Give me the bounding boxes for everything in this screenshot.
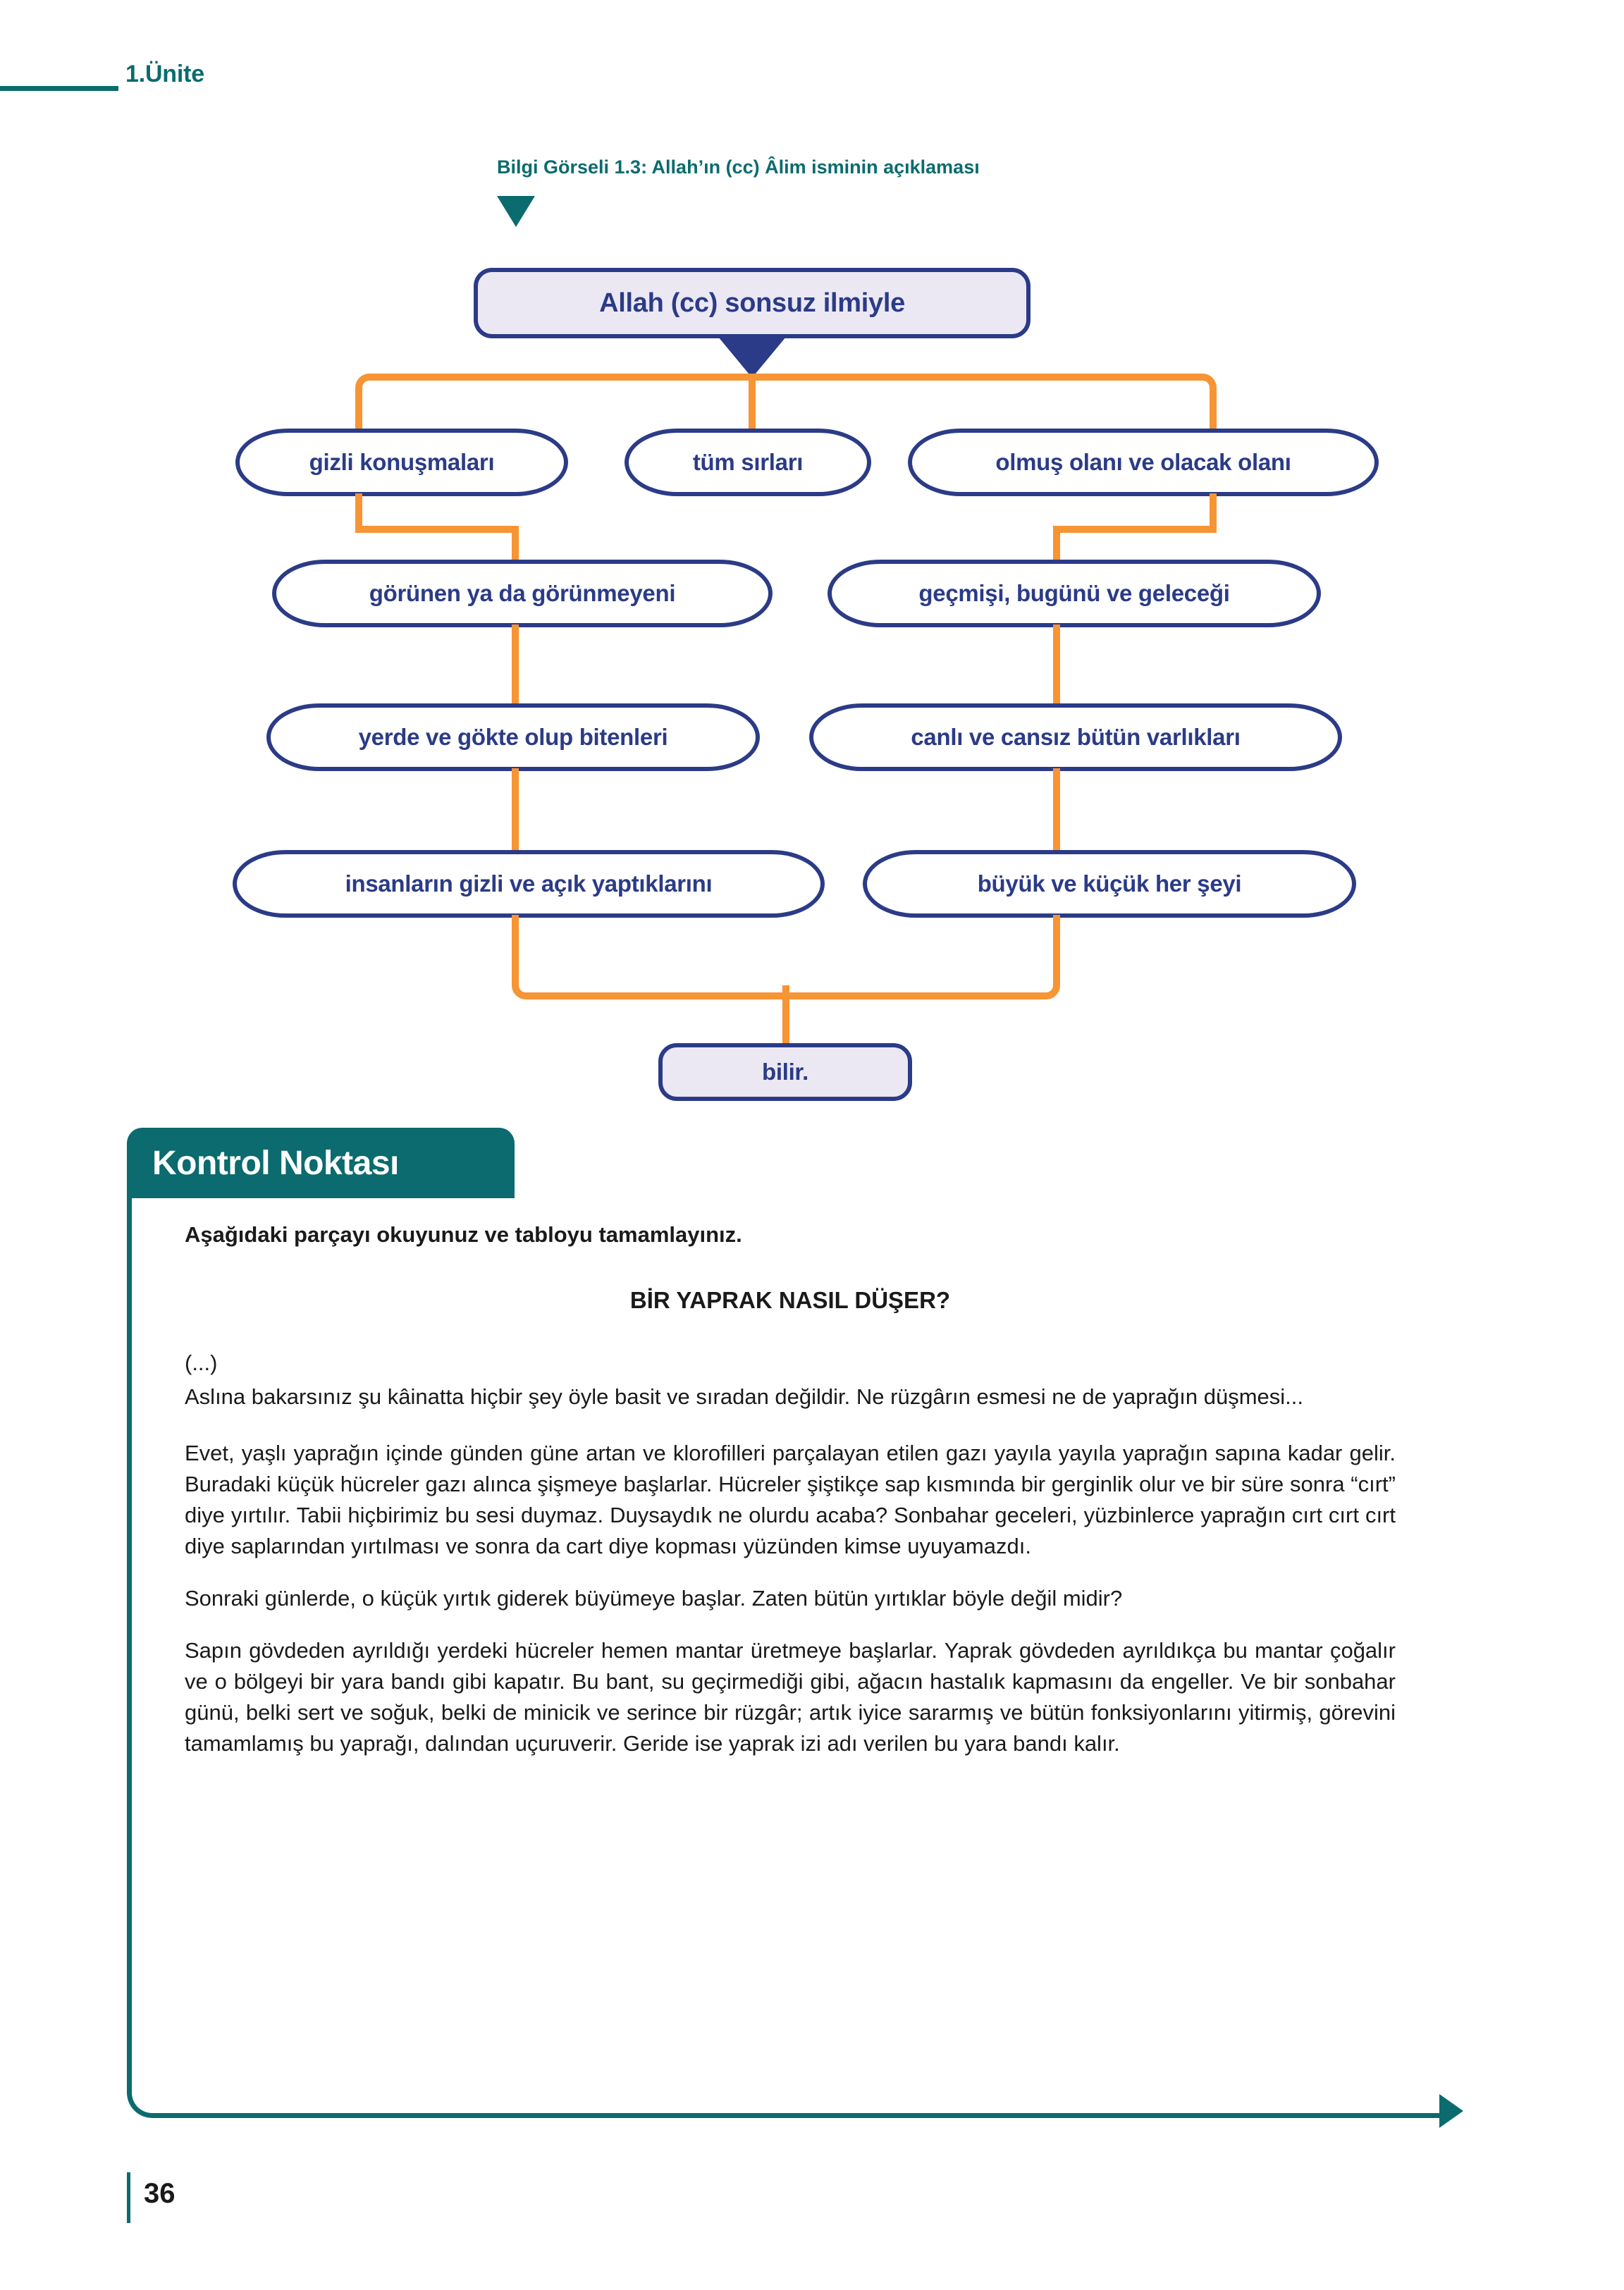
story-paragraph-3: Sonraki günlerde, o küçük yırtık giderek büyümeye başlar. Zaten bütün yırtıklar böyle değil midir? [185, 1586, 1123, 1611]
diagram-root-label: Allah (cc) sonsuz ilmiyle [599, 288, 905, 318]
diagram-left-node-3 [233, 850, 825, 918]
diagram-left-label-2: yerde ve gökte olup bitenleri [358, 724, 668, 750]
story-paragraph-1: Aslına bakarsınız şu kâinatta hiçbir şey öyle basit ve sıradan değildir. Ne rüzgârın esmesi ne de yaprağın düşmesi... [185, 1384, 1303, 1410]
connector-conclusion-stem [782, 985, 789, 1047]
connector-step-right-1 [1053, 493, 1217, 533]
root-arrow-icon [718, 337, 786, 378]
arrow-right-icon [1439, 2094, 1463, 2128]
connector-left-3-down [512, 915, 519, 978]
connector-right-2-to-3 [1053, 768, 1060, 851]
connector-left-1-to-2 [512, 624, 519, 705]
story-ellipsis: (...) [185, 1350, 218, 1375]
kontrol-noktasi-tab [127, 1128, 515, 1198]
page-header [0, 61, 1624, 103]
connector-branch-bus [355, 374, 1217, 416]
connector-left-2-to-3 [512, 768, 519, 851]
diagram-right-node-1 [828, 560, 1321, 627]
story-paragraph-2: Evet, yaşlı yaprağın içinde günden güne artan ve klorofilleri parçalayan etilen gazı yayıla yayıla yaprağın sapına kadar gelir. Buradaki küçük hücreler gazı alınca şişmeye başlarlar. Hücreler şiştikçe sap kısmında bir gerginlik olur ve bir süre sonra “cırt” diye yırtılır. Tabii hiçbirimiz bu sesi duymaz. Duysaydık ne olurdu acaba? Sonbahar geceleri, yüzbinlerce yaprağın cırt cırt cırt diye saplarından yırtılması ve sonra da cart diye kopması yüzünden kimse uyuyamazdı. [185, 1441, 1396, 1559]
kontrol-noktasi-label: Kontrol Noktası [152, 1144, 399, 1182]
diagram-right-label-3: büyük ve küçük her şeyi [977, 870, 1242, 897]
header-rule [0, 86, 118, 91]
page-number: 36 [144, 2178, 176, 2209]
story-paragraph-4: Sapın gövdeden ayrıldığı yerdeki hücreler hemen mantar üretmeye başlarlar. Yaprak gövdeden ayrıldıkça bu mantar çoğalır ve o bölgeyi bir yara bandı gibi kapatır. Bu bant, su geçirmediği gibi, ağacın hastalık kapmasını da engeller. Ve bir sonbahar günü, belki sert ve soğuk, belki de minicik ve serince bir rüzgâr; artık iyice sararmış ve bütün fonksiyonlarını yitirmiş, görevini tamamlamış bu yaprağı, dalından uçuruverir. Geride ise yaprak izi adı verilen bu yara bandı kalır. [185, 1638, 1396, 1756]
diagram-left-node-1 [272, 560, 773, 627]
unit-label: 1.Ünite [125, 61, 204, 87]
connector-branch-left-drop [355, 409, 362, 429]
diagram-conclusion-label: bilir. [761, 1059, 809, 1085]
connector-right-1-to-2 [1053, 624, 1060, 705]
diagram-branch-label-2: tüm sırları [692, 449, 804, 475]
diagram-conclusion-node [658, 1043, 912, 1101]
connector-right-3-down [1053, 915, 1060, 978]
connector-step-left-1-drop [512, 526, 519, 561]
diagram-right-label-2: canlı ve cansız bütün varlıkları [911, 724, 1241, 750]
connector-branch-right-drop [1210, 409, 1217, 429]
checkpoint-content [185, 1222, 1396, 1780]
diagram-root-node [474, 268, 1031, 338]
connector-root-stem [749, 374, 756, 429]
diagram-left-label-3: insanların gizli ve açık yaptıklarını [345, 870, 713, 897]
diagram-branch-node-1 [235, 429, 568, 496]
diagram-branch-label-1: gizli konuşmaları [309, 449, 495, 475]
diagram-left-node-2 [266, 703, 760, 771]
figure-caption: Bilgi Görseli 1.3: Allah’ın (cc) Âlim isminin açıklaması [497, 156, 980, 178]
footer-tick [127, 2172, 130, 2223]
connector-step-right-1-drop [1053, 526, 1060, 561]
connector-step-left-1 [355, 493, 519, 533]
diagram-right-label-1: geçmişi, bugünü ve geleceği [918, 580, 1230, 606]
diagram-right-node-2 [809, 703, 1342, 771]
diagram-branch-label-3: olmuş olanı ve olacak olanı [995, 449, 1291, 475]
diagram-left-label-1: görünen ya da görünmeyeni [369, 580, 676, 606]
diagram-branch-node-3 [908, 429, 1379, 496]
knowledge-diagram [0, 268, 1624, 1114]
triangle-down-icon [497, 196, 535, 227]
story-title: BİR YAPRAK NASIL DÜŞER? [629, 1287, 951, 1313]
diagram-right-node-3 [863, 850, 1356, 918]
diagram-branch-node-2 [625, 429, 871, 496]
checkpoint-instruction: Aşağıdaki parçayı okuyunuz ve tabloyu tamamlayınız. [185, 1222, 742, 1247]
